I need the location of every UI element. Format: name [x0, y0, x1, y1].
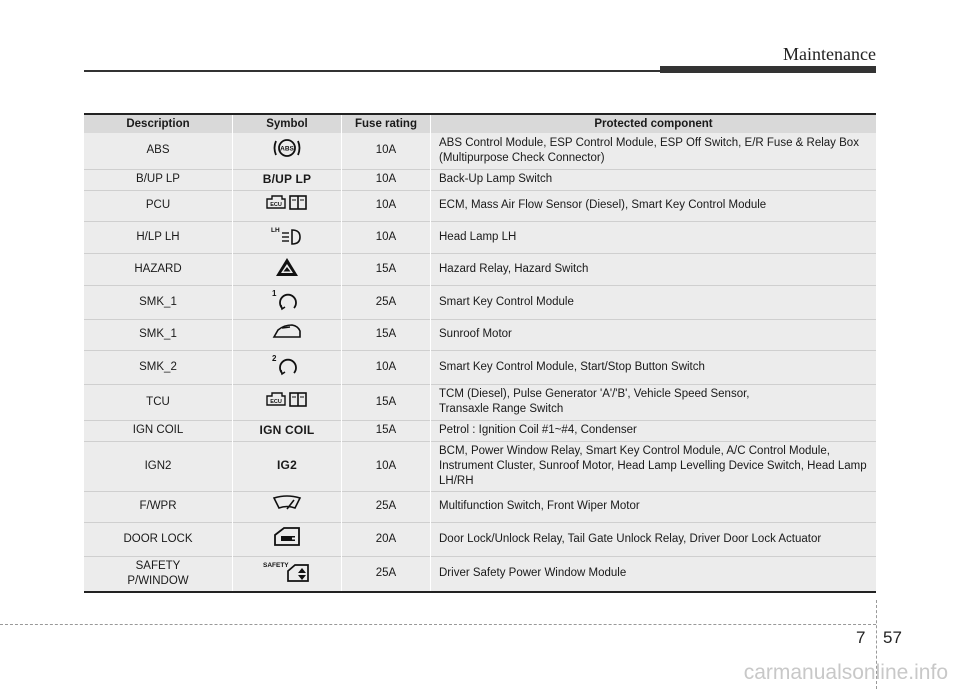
column-header-description: Description: [84, 114, 233, 133]
table-row: [84, 133, 876, 169]
fuse-description: [84, 556, 233, 592]
fuse-symbol: [233, 491, 342, 522]
fuse-description-line: F/WPR: [139, 500, 177, 512]
smart-key-1-icon: [270, 288, 304, 317]
svg-text:1: 1: [272, 288, 277, 298]
fuse-description: [84, 221, 233, 253]
fuse-description: [84, 384, 233, 420]
protected-component: [431, 441, 877, 491]
fuse-description: [84, 319, 233, 350]
fuse-description-line: SMK_2: [139, 360, 177, 373]
chapter-number: 7: [856, 628, 866, 647]
fuse-description: [84, 491, 233, 522]
protected-component-line: Head Lamp LH: [439, 230, 517, 243]
fuse-description: [84, 441, 233, 491]
fuse-rating: 15A: [342, 319, 431, 350]
fuse-rating: 25A: [342, 491, 431, 522]
fuse-table: [84, 113, 876, 593]
protected-component-line: Petrol : Ignition Coil #1~#4, Condenser: [439, 424, 637, 436]
fuse-rating: 25A: [342, 556, 431, 592]
table-row: [84, 221, 876, 253]
fuse-symbol-label: B/UP LP: [262, 171, 312, 186]
table-row: [84, 491, 876, 522]
front-wiper-icon: [271, 494, 303, 519]
fuse-description: [84, 522, 233, 556]
page-number: 57: [883, 628, 902, 647]
table-header-row: [84, 114, 876, 133]
section-title: Maintenance: [783, 44, 876, 64]
fuse-description-line: P/WINDOW: [127, 574, 189, 587]
protected-component: [431, 491, 877, 522]
fuse-description: [84, 190, 233, 221]
table-row: [84, 319, 876, 350]
protected-component: [431, 556, 877, 592]
protected-component-line: Driver Safety Power Window Module: [439, 567, 627, 580]
svg-text:ECU: ECU: [270, 398, 282, 405]
fuse-description-line: SAFETY: [135, 559, 181, 572]
fuse-rating: 10A: [342, 221, 431, 253]
fuse-description: [84, 285, 233, 319]
protected-component: [431, 384, 877, 420]
fuse-symbol: [233, 350, 342, 384]
svg-text:2: 2: [272, 353, 277, 363]
protected-component: [431, 253, 877, 285]
fuse-description-line: PCU: [145, 199, 171, 211]
fuse-rating: 10A: [342, 190, 431, 221]
column-header-fuse-rating: Fuse rating: [342, 114, 431, 133]
fuse-symbol: [233, 522, 342, 556]
protected-component-line: Back-Up Lamp Switch: [439, 173, 553, 185]
fuse-rating: 15A: [342, 384, 431, 420]
sunroof-icon: [270, 322, 304, 347]
protected-component: [431, 522, 877, 556]
fuse-rating: 15A: [342, 420, 431, 441]
fuse-description-line: SMK_1: [139, 328, 177, 340]
smart-key-2-icon: [270, 353, 304, 382]
protected-component: [431, 319, 877, 350]
ecu-manual-icon: [264, 193, 310, 218]
protected-component-line: Multifunction Switch, Front Wiper Motor: [439, 500, 640, 512]
table-row: [84, 384, 876, 420]
protected-component: [431, 133, 877, 169]
footer-rule: [0, 624, 876, 625]
table-row: [84, 441, 876, 491]
fuse-description-line: H/LP LH: [136, 230, 180, 243]
protected-component: [431, 190, 877, 221]
svg-text:LH: LH: [271, 226, 280, 234]
fuse-description: [84, 133, 233, 169]
table-row: [84, 522, 876, 556]
table-row: [84, 556, 876, 592]
fuse-symbol: [233, 319, 342, 350]
column-header-symbol: Symbol: [233, 114, 342, 133]
protected-component-line: TCM (Diesel), Pulse Generator 'A'/'B', Vehicle Speed Sensor,: [439, 388, 750, 400]
fuse-description: [84, 169, 233, 190]
table-row: [84, 285, 876, 319]
fuse-rating: 25A: [342, 285, 431, 319]
fuse-symbol: [233, 384, 342, 420]
fuse-symbol: [233, 169, 342, 190]
table-row: [84, 169, 876, 190]
fuse-rating: 10A: [342, 350, 431, 384]
fuse-description: [84, 253, 233, 285]
protected-component-line: ABS Control Module, ESP Control Module, ESP Off Switch, E/R Fuse & Relay Box: [439, 136, 859, 149]
fuse-description-line: SMK_1: [139, 295, 177, 308]
protected-component: [431, 350, 877, 384]
protected-component-line: Instrument Cluster, Sunroof Motor, Head Lamp Levelling Device Switch, Head Lamp LH/RH: [439, 459, 867, 487]
fuse-symbol: [233, 221, 342, 253]
header-rule-accent: [660, 66, 876, 73]
svg-text:ABS: ABS: [280, 145, 294, 153]
fuse-rating: 10A: [342, 441, 431, 491]
headlamp-lh-icon: [270, 224, 304, 251]
fuse-symbol: [233, 285, 342, 319]
table-row: [84, 420, 876, 441]
fuse-symbol: [233, 556, 342, 592]
ecu-manual-icon: [264, 390, 310, 415]
watermark: carmanualsonline.info: [743, 661, 948, 684]
protected-component-line: (Multipurpose Check Connector): [439, 151, 605, 164]
fuse-symbol: [233, 420, 342, 441]
column-header-protected-component: Protected component: [594, 118, 713, 130]
protected-component: [431, 169, 877, 190]
protected-component-line: Smart Key Control Module: [439, 295, 574, 308]
fuse-rating: 10A: [342, 169, 431, 190]
fuse-description-line: IGN2: [144, 459, 172, 472]
fuse-description-line: ABS: [146, 144, 170, 157]
protected-component: [431, 420, 877, 441]
protected-component-line: BCM, Power Window Relay, Smart Key Control Module, A/C Control Module,: [439, 444, 830, 457]
fuse-symbol: [233, 190, 342, 221]
protected-component-line: Door Lock/Unlock Relay, Tail Gate Unlock Relay, Driver Door Lock Actuator: [439, 532, 822, 545]
door-lock-icon: [272, 525, 302, 554]
fuse-rating: 10A: [342, 133, 431, 169]
fuse-symbol-label: IGN COIL: [259, 422, 315, 437]
hazard-icon: [274, 256, 300, 283]
fuse-description-line: TCU: [146, 395, 170, 408]
fuse-description: [84, 420, 233, 441]
protected-component-line: ECM, Mass Air Flow Sensor (Diesel), Smart Key Control Module: [439, 199, 767, 211]
table-row: [84, 190, 876, 221]
abs-icon: [272, 136, 302, 165]
svg-text:SAFETY: SAFETY: [263, 562, 289, 570]
protected-component: [431, 221, 877, 253]
protected-component-line: Hazard Relay, Hazard Switch: [439, 262, 589, 275]
protected-component-line: Transaxle Range Switch: [439, 403, 564, 415]
fuse-symbol: [233, 133, 342, 169]
fuse-description-line: DOOR LOCK: [123, 532, 193, 545]
table-row: [84, 350, 876, 384]
fuse-description: [84, 350, 233, 384]
protected-component-line: Smart Key Control Module, Start/Stop Button Switch: [439, 360, 705, 373]
fuse-description-line: HAZARD: [134, 262, 182, 275]
fuse-rating: 20A: [342, 522, 431, 556]
header-rule: [84, 70, 660, 72]
protected-component-line: Sunroof Motor: [439, 328, 512, 340]
svg-text:ECU: ECU: [270, 202, 282, 208]
safety-window-icon: [262, 559, 312, 588]
fuse-rating: 15A: [342, 253, 431, 285]
fuse-symbol: [233, 441, 342, 491]
fuse-description-line: B/UP LP: [136, 173, 180, 185]
table-row: [84, 253, 876, 285]
fuse-symbol: [233, 253, 342, 285]
protected-component: [431, 285, 877, 319]
fuse-symbol-label: IG2: [277, 458, 297, 472]
fuse-description-line: IGN COIL: [132, 424, 184, 436]
